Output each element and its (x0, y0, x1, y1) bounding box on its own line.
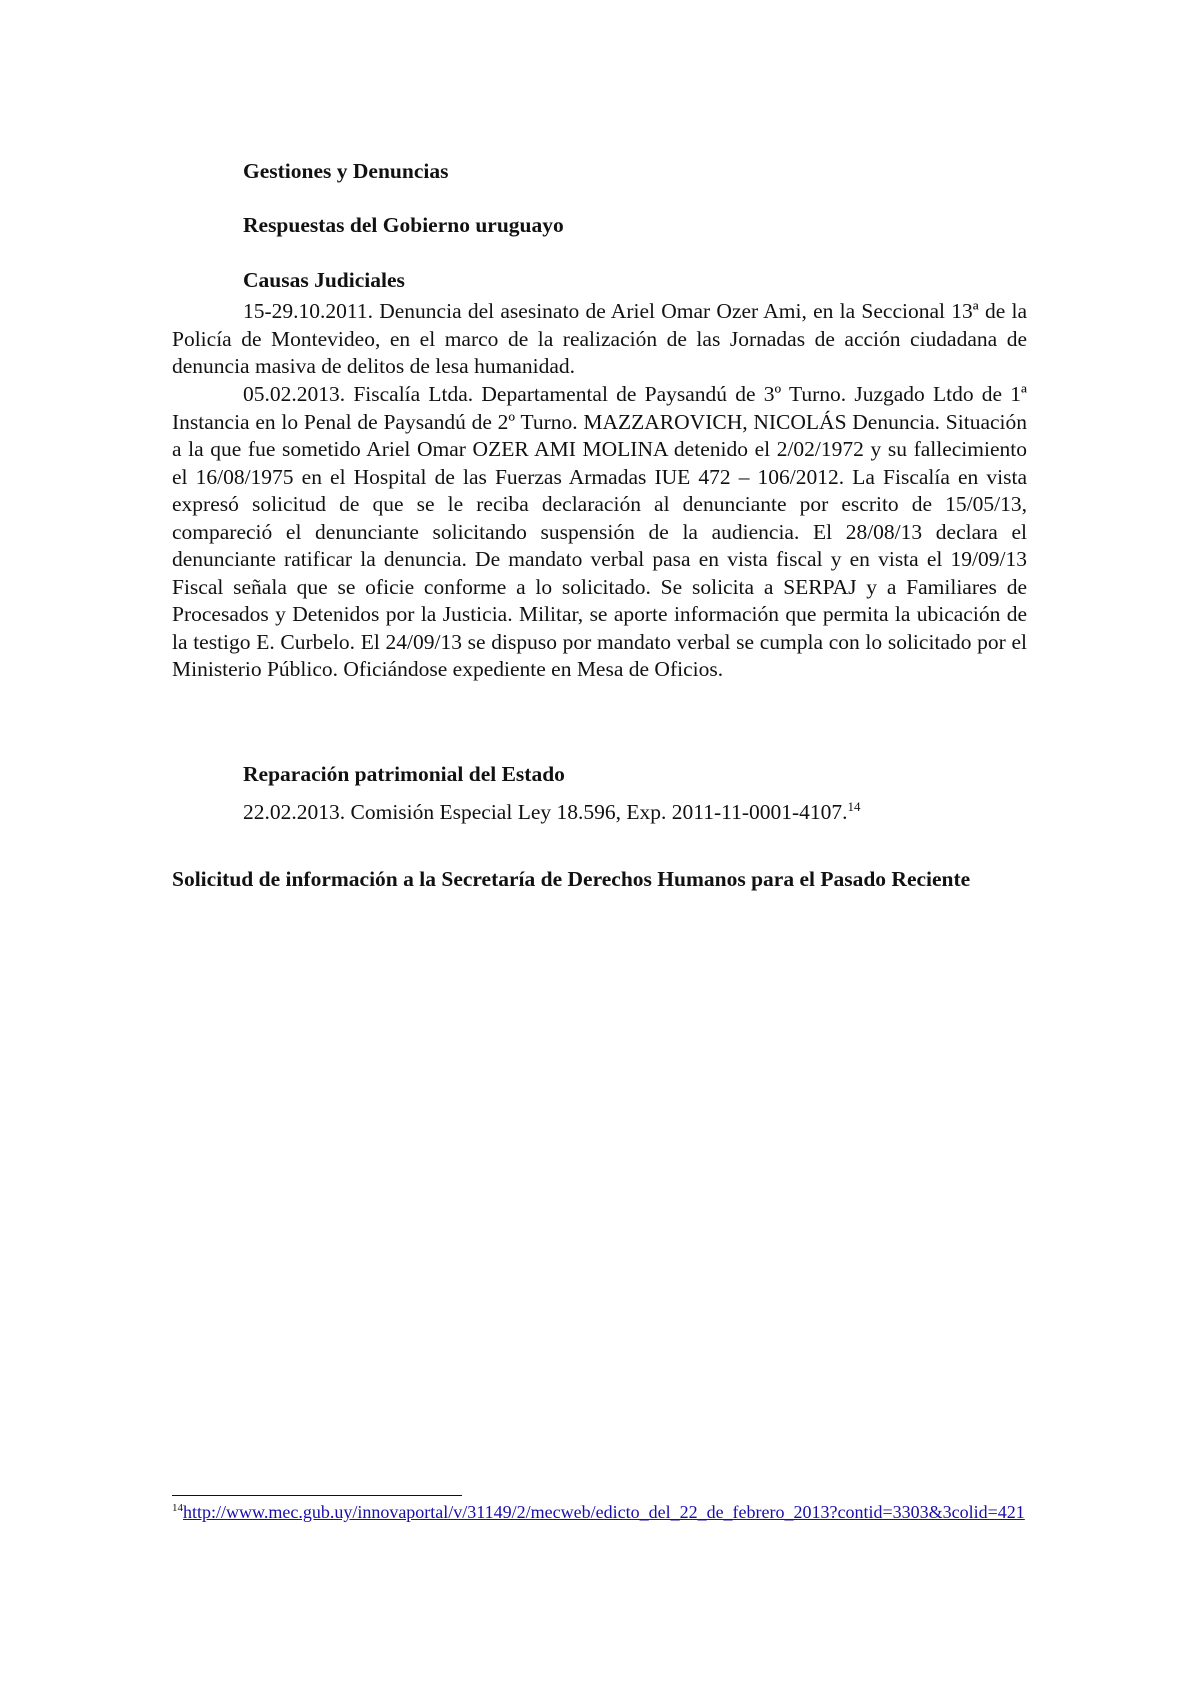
heading-reparacion: Reparación patrimonial del Estado (243, 762, 565, 786)
footnote-divider (172, 1495, 462, 1496)
heading-gestiones: Gestiones y Denuncias (243, 159, 449, 183)
paragraph-solicitud-text: Solicitud de información a la Secretaría de Derechos Humanos para el Pasado Reciente (172, 867, 971, 891)
paragraph-denuncia-2011 (172, 298, 1027, 381)
paragraph-comision (243, 799, 861, 827)
footnote-link[interactable]: http://www.mec.gub.uy/innovaportal/v/31149/2/mecweb/edicto_del_22_de_febrero_2013?contid=3303&3colid=421 (183, 1502, 1025, 1522)
paragraph-denuncia-2011-text: 15-29.10.2011. Denuncia del asesinato de Ariel Omar Ozer Ami, en la Seccional 13ª de la Policía de Montevideo, en el marco de la realización de las Jornadas de acción ciudadana de denuncia masiva de delitos de lesa humanidad. (172, 299, 1027, 378)
footnote-reference[interactable]: 14 (847, 798, 861, 814)
paragraph-fiscalia-2013 (172, 381, 1027, 684)
footnote-number: 14 (172, 1502, 183, 1514)
paragraph-comision-text: 22.02.2013. Comisión Especial Ley 18.596, Exp. 2011-11-0001-4107. (243, 800, 848, 824)
heading-respuestas: Respuestas del Gobierno uruguayo (243, 213, 564, 237)
paragraph-solicitud (172, 866, 1027, 894)
heading-causas: Causas Judiciales (243, 268, 405, 292)
footnote (172, 1500, 1032, 1524)
paragraph-fiscalia-2013-text: 05.02.2013. Fiscalía Ltda. Departamental de Paysandú de 3º Turno. Juzgado Ltdo de 1ª Instancia en lo Penal de Paysandú de 2º Turno. MAZZAROVICH, NICOLÁS Denuncia. Situación a la que fue sometido Ariel Omar OZER AMI MOLINA detenido el 2/02/1972 y su fallecimiento el 16/08/1975 en el Hospital de las Fuerzas Armadas IUE 472 – 106/2012. La Fiscalía en vista expresó solicitud de que se le reciba declaración al denunciante por escrito de 15/05/13, compareció el denunciante solicitando suspensión de la audiencia. El 28/08/13 declara el denunciante ratificar la denuncia. De mandato verbal pasa en vista fiscal y en vista el 19/09/13 Fiscal señala que se oficie conforme a lo solicitado. Se solicita a SERPAJ y a Familiares de Procesados y Detenidos por la Justicia. Militar, se aporte información que permita la ubicación de la testigo E. Curbelo. El 24/09/13 se dispuso por mandato verbal se cumpla con lo solicitado por el Ministerio Público. Oficiándose expediente en Mesa de Oficios. (172, 382, 1027, 681)
